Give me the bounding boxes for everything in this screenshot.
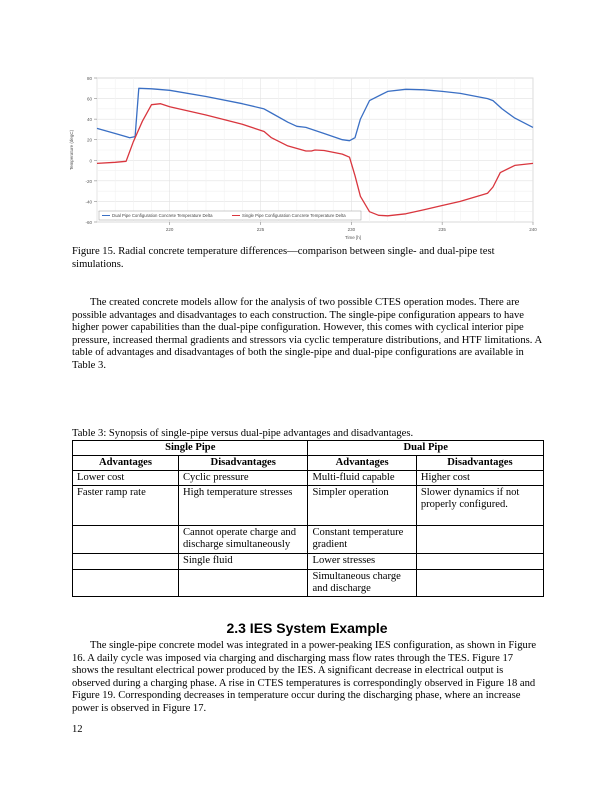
table-cell: High temperature stresses: [178, 486, 308, 526]
x-tick-label: 220: [165, 227, 174, 232]
synopsis-table: [72, 440, 544, 597]
column-header: Advantages: [73, 455, 179, 470]
y-tick-label: 60: [86, 96, 92, 102]
table-cell: Constant temperature gradient: [308, 526, 416, 554]
table-cell: [416, 553, 543, 569]
column-header: Advantages: [308, 455, 416, 470]
table-caption: Table 3: Synopsis of single-pipe versus dual-pipe advantages and disadvantages.: [72, 428, 414, 439]
table-cell: Lower cost: [73, 470, 179, 486]
table-row: [73, 569, 544, 597]
table-row: [73, 553, 544, 569]
column-header: Disadvantages: [178, 455, 308, 470]
table-cell: Lower stresses: [308, 553, 416, 569]
table-cell: [178, 569, 308, 597]
page-number: 12: [72, 724, 83, 735]
y-tick-label: 20: [86, 137, 92, 143]
paragraph-text: The created concrete models allow for the analysis of two possible CTES operation modes. There are possible advantages and disadvantages to each construction. The single-pipe configuration appears to have higher power capabilities than the dual-pipe configuration. However, this comes with cyclical interior pipe pressure, increased thermal gradients and stressors via cyclic temperature distributions, and HTF limitations. A table of advantages and disadvantages of both the single-pipe and dual-pipe configurations are available in Table 3.: [72, 297, 542, 371]
chart-canvas: [55, 72, 547, 240]
table-row: [73, 526, 544, 554]
y-axis-label: Temperature (degC): [69, 129, 74, 171]
table-cell: Simultaneous charge and discharge: [308, 569, 416, 597]
table-row: [73, 486, 544, 526]
table-cell: [73, 553, 179, 569]
table-cell: Higher cost: [416, 470, 543, 486]
y-tick-label: 80: [86, 76, 92, 81]
x-tick-label: 230: [347, 227, 356, 232]
group-header-dual-pipe: Dual Pipe: [308, 441, 544, 456]
table-cell: Cannot operate charge and discharge simultaneously: [178, 526, 308, 554]
figure-caption: Figure 15. Radial concrete temperature differences—comparison between single- and dual-pipe test simulations.: [72, 246, 495, 270]
x-tick-label: 235: [438, 227, 446, 232]
table-row: [73, 470, 544, 486]
y-tick-label: -40: [85, 199, 92, 205]
table-cell: [416, 526, 543, 554]
y-tick-label: 40: [86, 117, 92, 123]
table-cell: Faster ramp rate: [73, 486, 179, 526]
legend-label: Dual Pipe Configuration Concrete Temperature Delta: [112, 213, 213, 219]
table-header-row: [73, 455, 544, 470]
table-cell: Multi-fluid capable: [308, 470, 416, 486]
table-cell: Single fluid: [178, 553, 308, 569]
table-cell: Simpler operation: [308, 486, 416, 526]
section-heading: 2.3 IES System Example: [226, 620, 388, 636]
y-tick-label: -60: [85, 220, 92, 225]
y-tick-label: -20: [85, 178, 92, 184]
x-tick-label: 225: [256, 227, 265, 232]
table-cell: Slower dynamics if not properly configured.: [416, 486, 543, 526]
table-group-header-row: [73, 441, 544, 456]
temperature-delta-chart: [55, 72, 547, 240]
table-cell: [416, 569, 543, 597]
x-tick-label: 240: [529, 227, 537, 232]
table-cell: Cyclic pressure: [178, 470, 308, 486]
group-header-single-pipe: Single Pipe: [73, 441, 308, 456]
table-cell: [73, 569, 179, 597]
x-axis-label: Time [h]: [344, 235, 362, 240]
body-paragraph-2: [72, 640, 542, 716]
column-header: Disadvantages: [416, 455, 543, 470]
paragraph-text: The single-pipe concrete model was integrated in a power-peaking IES configuration, as shown in Figure 16. A daily cycle was imposed via charging and discharging mass flow rates through the TES. Figure 17 shows the resultant electrical power produced by the IES. A significant decrease in electrical output is observed during a charging phase. A rise in CTES temperatures is correspondingly observed in Figure 18 and Figure 19. Corresponding decreases in temperature occur during the discharging phase, where an increase power is observed in Figure 17.: [72, 640, 537, 714]
body-paragraph-1: [72, 297, 542, 373]
table-cell: [73, 526, 179, 554]
y-tick-label: 0: [89, 158, 92, 164]
legend-label: Single Pipe Configuration Concrete Temperature Delta: [242, 213, 346, 219]
